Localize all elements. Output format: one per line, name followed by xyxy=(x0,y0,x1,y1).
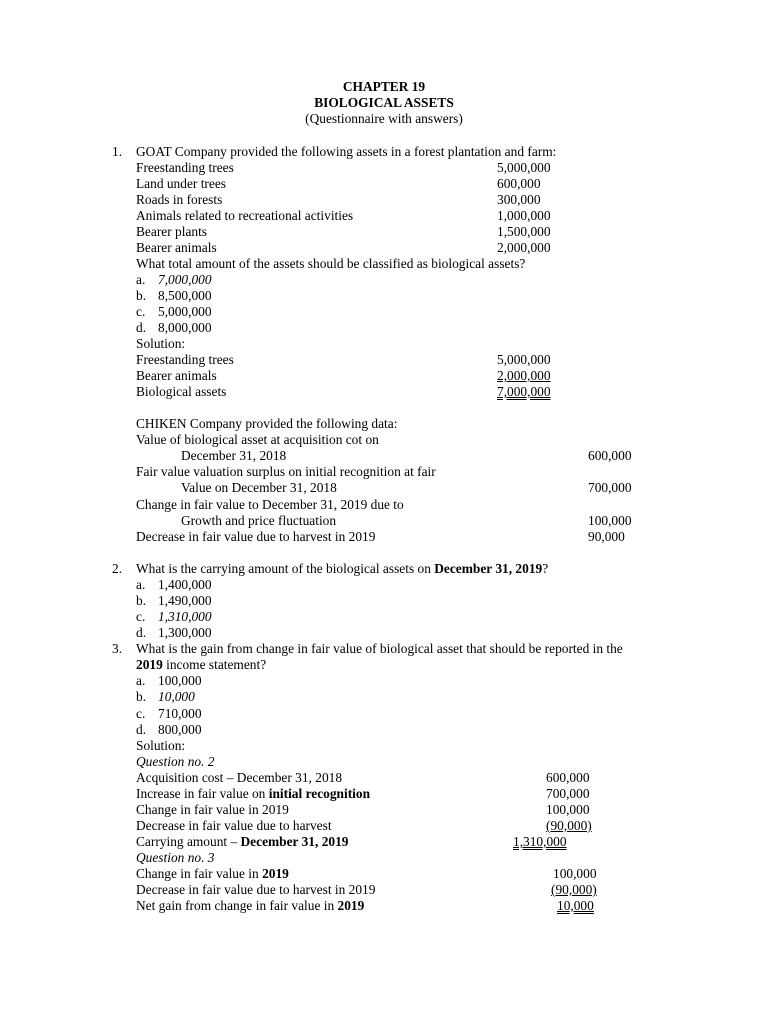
choice-letter: b. xyxy=(136,689,147,704)
solution-label-row: Bearer animals xyxy=(136,368,217,383)
asset-value: 5,000,000 xyxy=(497,160,551,175)
data-row-value: 700,000 xyxy=(588,480,632,495)
question-stem-cont: 2019 income statement? xyxy=(136,657,267,672)
choice-text: 100,000 xyxy=(158,673,202,688)
data-row-label: Value of biological asset at acquisition cot on xyxy=(136,432,379,447)
choice-answer: 10,000 xyxy=(158,689,195,704)
data-row-value: 600,000 xyxy=(588,448,632,463)
choice-text: 1,400,000 xyxy=(158,577,212,592)
solution-subheading: Question no. 3 xyxy=(136,850,215,865)
question-stem: What is the carrying amount of the biological assets on December 31, 2019? xyxy=(136,561,549,576)
asset-label: Land under trees xyxy=(136,176,226,191)
choice-letter: c. xyxy=(136,304,146,319)
solution-row-label: Carrying amount – December 31, 2019 xyxy=(136,834,349,849)
choice-text: 5,000,000 xyxy=(158,304,212,319)
choice-text: 8,000,000 xyxy=(158,320,212,335)
question-stem: What is the gain from change in fair value of biological asset that should be reported in the xyxy=(136,641,623,656)
data-row-value: 100,000 xyxy=(588,513,632,528)
choice-letter: c. xyxy=(136,706,146,721)
solution-row-label: Change in fair value in 2019 xyxy=(136,866,289,881)
solution-value: 100,000 xyxy=(553,866,597,881)
question-prompt: What total amount of the assets should be classified as biological assets? xyxy=(136,256,526,271)
solution-label-row: Biological assets xyxy=(136,384,227,399)
solution-row-label: Decrease in fair value due to harvest in 2019 xyxy=(136,882,376,897)
asset-value: 600,000 xyxy=(497,176,541,191)
chapter-subtitle: (Questionnaire with answers) xyxy=(305,111,463,126)
solution-value: 700,000 xyxy=(546,786,590,801)
chapter-heading: CHAPTER 19 xyxy=(342,79,426,94)
asset-value: 1,500,000 xyxy=(497,224,551,239)
choice-text: 8,500,000 xyxy=(158,288,212,303)
asset-value: 1,000,000 xyxy=(497,208,551,223)
choice-letter: a. xyxy=(136,272,146,287)
solution-label: Solution: xyxy=(136,336,186,351)
choice-text: 800,000 xyxy=(158,722,202,737)
asset-label: Animals related to recreational activities xyxy=(136,208,354,223)
solution-total: 1,310,000 xyxy=(513,834,567,849)
solution-row-label: Decrease in fair value due to harvest xyxy=(136,818,332,833)
solution-value: (90,000) xyxy=(546,818,592,833)
solution-subheading: Question no. 2 xyxy=(136,754,215,769)
choice-letter: b. xyxy=(136,288,147,303)
asset-value: 2,000,000 xyxy=(497,240,551,255)
choice-letter: c. xyxy=(136,609,146,624)
data-row-value: 90,000 xyxy=(588,529,625,544)
question-number: 1. xyxy=(112,144,123,159)
solution-value: 2,000,000 xyxy=(497,368,551,383)
solution-total: 10,000 xyxy=(557,898,594,913)
data-row-label-cont: December 31, 2018 xyxy=(181,448,287,463)
choice-letter: d. xyxy=(136,625,147,640)
choice-letter: a. xyxy=(136,673,146,688)
solution-value: (90,000) xyxy=(551,882,597,897)
solution-row-label: Change in fair value in 2019 xyxy=(136,802,289,817)
solution-value: 100,000 xyxy=(546,802,590,817)
solution-value: 5,000,000 xyxy=(497,352,551,367)
solution-row-label: Acquisition cost – December 31, 2018 xyxy=(136,770,343,785)
question-number: 3. xyxy=(112,641,123,656)
choice-letter: a. xyxy=(136,577,146,592)
solution-label: Solution: xyxy=(136,738,186,753)
choice-text: 1,300,000 xyxy=(158,625,212,640)
data-row-label: Change in fair value to December 31, 2019 due to xyxy=(136,497,404,512)
data-row-label: Fair value valuation surplus on initial recognition at fair xyxy=(136,464,436,479)
solution-row-label: Increase in fair value on initial recognition xyxy=(136,786,371,801)
chapter-title: BIOLOGICAL ASSETS xyxy=(314,95,454,110)
asset-label: Bearer animals xyxy=(136,240,217,255)
data-row-label-cont: Growth and price fluctuation xyxy=(181,513,337,528)
question-number: 2. xyxy=(112,561,123,576)
question-stem: GOAT Company provided the following assets in a forest plantation and farm: xyxy=(136,144,557,159)
choice-letter: d. xyxy=(136,722,147,737)
choice-answer: 7,000,000 xyxy=(158,272,212,287)
choice-text: 1,490,000 xyxy=(158,593,212,608)
asset-label: Freestanding trees xyxy=(136,160,234,175)
solution-row-label: Net gain from change in fair value in 2019 xyxy=(136,898,365,913)
data-row-label-cont: Value on December 31, 2018 xyxy=(181,480,337,495)
solution-total: 7,000,000 xyxy=(497,384,551,399)
data-intro: CHIKEN Company provided the following data: xyxy=(136,416,398,431)
asset-label: Bearer plants xyxy=(136,224,208,239)
data-row-label: Decrease in fair value due to harvest in 2019 xyxy=(136,529,376,544)
choice-letter: d. xyxy=(136,320,147,335)
choice-answer: 1,310,000 xyxy=(158,609,212,624)
asset-value: 300,000 xyxy=(497,192,541,207)
solution-value: 600,000 xyxy=(546,770,590,785)
choice-text: 710,000 xyxy=(158,706,202,721)
asset-label: Roads in forests xyxy=(136,192,223,207)
choice-letter: b. xyxy=(136,593,147,608)
solution-label-row: Freestanding trees xyxy=(136,352,234,367)
